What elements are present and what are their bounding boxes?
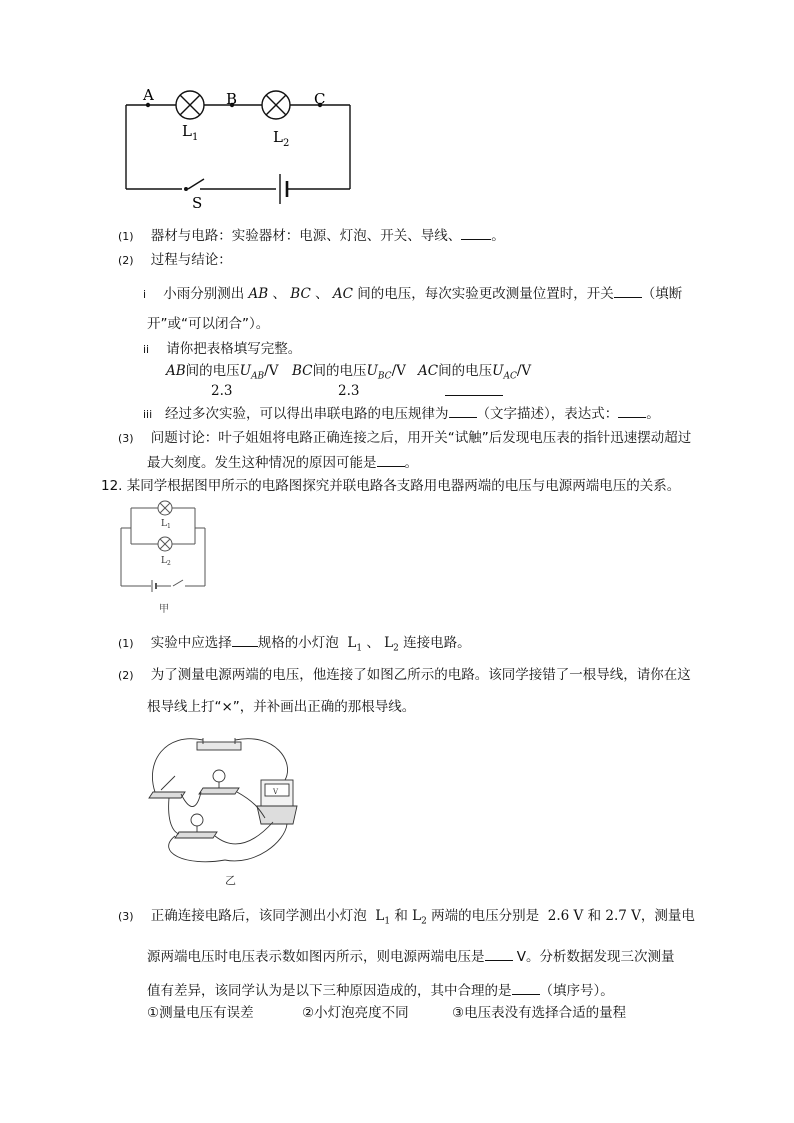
- q11-part3-cont: 最大刻度。发生这种情况的原因可能是 。: [147, 452, 418, 473]
- table-value-ac-blank: [445, 395, 503, 396]
- point-b-label: B: [226, 90, 238, 108]
- q11-part3: (3) 问题讨论：叶子姐姐将电路正确连接之后，用开关“试触”后发现电压表的指针迅速摆动超过: [118, 430, 692, 446]
- q11-part2-i-cont: 开”或“可以闭合”）。: [147, 316, 270, 332]
- q12-part2-cont: 根导线上打“×”，并补画出正确的那根导线。: [147, 699, 416, 715]
- fig-yi-caption: 乙: [225, 874, 236, 887]
- q11-part2-iii: iii 经过多次实验，可以得出串联电路的电压规律为 （文字描述），表达式： 。: [143, 403, 660, 425]
- fig-jia-caption: 甲: [159, 604, 169, 615]
- table-value-bc: 2.3: [338, 383, 360, 399]
- table-value-ab: 2.3: [211, 383, 233, 399]
- switch-s-label: S: [192, 194, 203, 212]
- q12-part2: (2) 为了测量电源两端的电压，他连接了如图乙所示的电路。该同学接错了一根导线，请你在这: [118, 667, 691, 683]
- jia-l2-label: $L_2$: [161, 556, 171, 567]
- lamp-l2-label: $L_2$: [273, 128, 290, 149]
- q11-part2-ii: ii 请你把表格填写完整。: [143, 341, 302, 357]
- q11-part2: (2) 过程与结论：: [118, 252, 232, 268]
- table-header-ac: AC间的电压$U_{AC}/V$: [418, 363, 532, 382]
- point-a-label: A: [143, 86, 154, 104]
- q12-option-1: ①测量电压有误差: [147, 1005, 254, 1021]
- q12-part3: (3) 正确连接电路后，该同学测出小灯泡 $L_1$ 和 $L_2$ 两端的电压分别是 2.6 V 和 2.7 V，测量电: [118, 908, 695, 927]
- q12-option-2: ②小灯泡亮度不同: [302, 1005, 409, 1021]
- q11-part2-i: i 小雨分别测出 AB 、 BC 、 AC 间的电压，每次实验更改测量位置时，开关 （填断: [143, 283, 682, 305]
- series-circuit-diagram: [110, 84, 360, 214]
- q12-part3-line3: 值有差异，该同学认为是以下三种原因造成的，其中合理的是 （填序号）。: [147, 980, 614, 1001]
- jia-l1-label: $L_1$: [161, 519, 171, 530]
- voltmeter-label: V: [273, 788, 279, 796]
- table-header-bc: BC间的电压$U_{BC}/V$: [292, 363, 406, 382]
- table-header-ab: AB间的电压$U_{AB}/V$: [166, 363, 279, 382]
- point-c-label: C: [314, 90, 326, 108]
- q12-title: 12. 某同学根据图甲所示的电路图探究并联电路各支路用电器两端的电压与电源两端电压的关系。: [101, 478, 681, 494]
- parallel-circuit-diagram: [115, 500, 215, 615]
- wiring-sketch-diagram: [145, 732, 305, 887]
- q11-part1: (1) 器材与电路：实验器材：电源、灯泡、开关、导线、 。: [118, 225, 505, 247]
- lamp-l1-label: $L_1$: [182, 122, 199, 143]
- q12-option-3: ③电压表没有选择合适的量程: [452, 1005, 627, 1021]
- q12-part3-line2: 源两端电压时电压表示数如图丙所示，则电源两端电压是 V。分析数据发现三次测量: [147, 946, 675, 967]
- q12-part1: (1) 实验中应选择 规格的小灯泡 $L_1$ 、 $L_2$ 连接电路。: [118, 632, 471, 659]
